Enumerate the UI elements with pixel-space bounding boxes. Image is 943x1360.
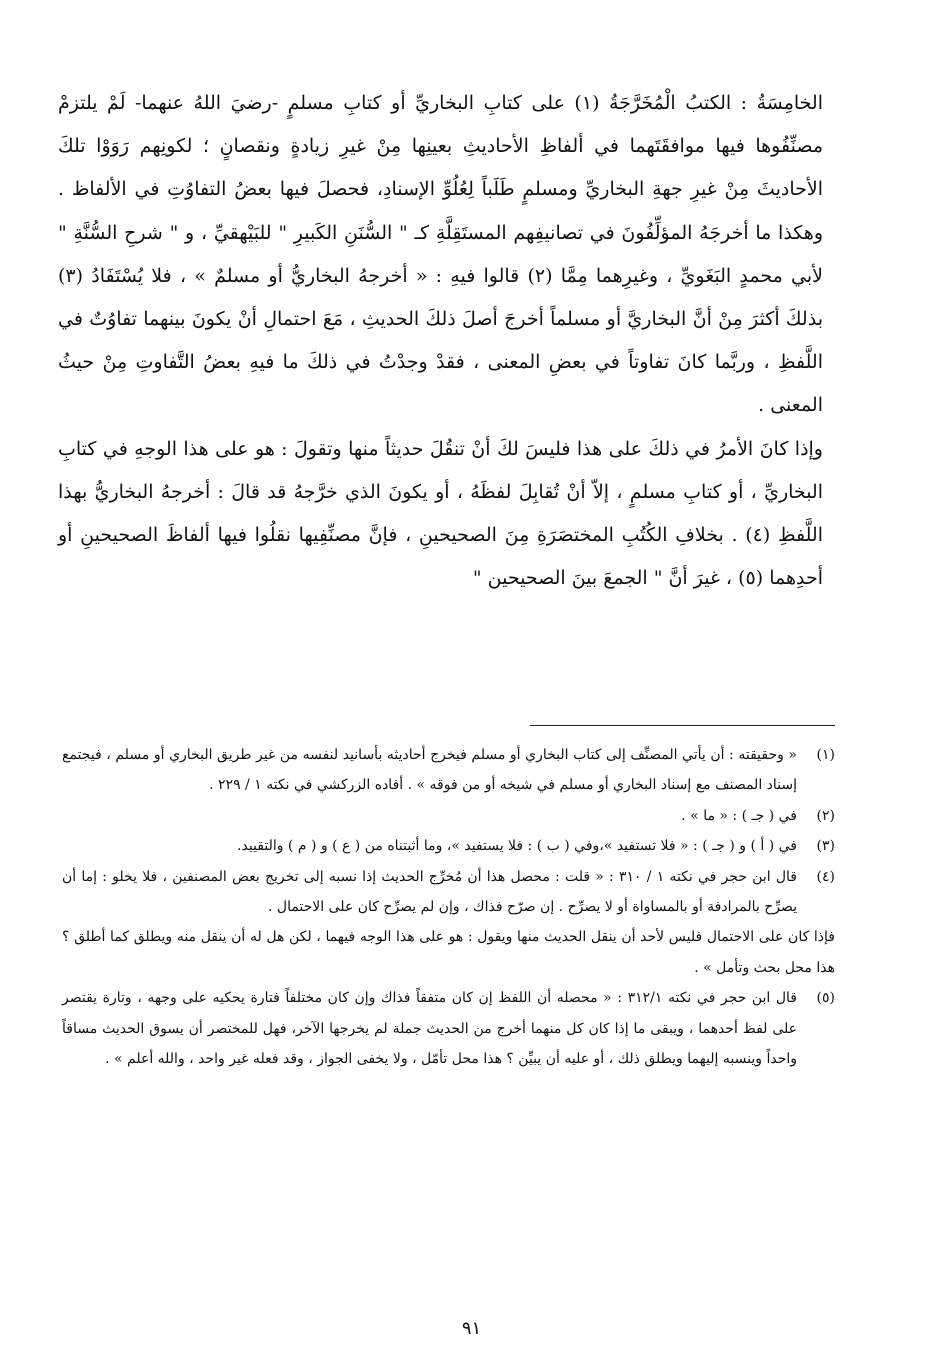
main-text-block	[58, 82, 823, 600]
footnote-number: (٢)	[816, 807, 835, 824]
footnote-text: قال ابن حجر في نكته ٣١٢/١ : « محصله أن اللفظ إن كان متفقاً فذاك وإن كان مختلفاً فتارة يحكيه على وجهه ، وتارة يقتصر على لفظ أحدهما ، ويبقى ما إذا كان كل منهما أخرج من الحديث جملة لم يخرجها الآخر، فهل للمختصر أن يسوق الحديث مساقاً واحداً وينسبه إليهما ويطلق ذلك ، أو عليه أن يبيِّن ؟ هذا محل تأمّل ، ولا يخفى الجواز ، وقد فعله غير واحد ، والله أعلم » .	[62, 990, 797, 1068]
main-paragraph-2: وإذا كانَ الأمرُ في ذلكَ على هذا فليسَ لكَ أنْ تنقُلَ حديثاً منها وتقولَ : هو على هذا الوجهِ في كتابِ البخاريِّ ، أو كتابِ مسلمٍ ، إلاّ أنْ تُقابِلَ لفظَهُ ، أو يكونَ الذي خرَّجهُ قد قالَ : أخرجهُ البخاريُّ بهذا اللَّفظِ (٤) . بخلافِ الكُتُبِ المختصَرَةِ مِنَ الصحيحينِ ، فإنَّ مصنِّفِيها نقلُوا فيها ألفاظَ الصحيحينِ أو أحدِهما (٥) ، غيرَ أنَّ " الجمعَ بينَ الصحيحين "	[58, 437, 823, 590]
footnote-3	[62, 831, 835, 861]
page-number: ٩١	[461, 1318, 482, 1339]
footnote-text: قال ابن حجر في نكته ١ / ٣١٠ : « قلت : محصل هذا أن مُخرِّج الحديث إذا نسبه إلى تخريج بعض المصنفين ، فلا يخلو : إما أن يصرِّح بالمرادفة أو بالمساواة أو لا يصرِّح . إن صرّح فذاك ، وإن لم يصرِّح كان على الاحتمال .	[62, 868, 797, 916]
footnote-number: (٤)	[816, 868, 835, 885]
footnote-number: (٣)	[816, 838, 835, 855]
footnote-4	[62, 862, 835, 923]
footnote-text: في ( أ ) و ( جـ ) : « فلا تستفيد »،وفي ( ب ) : فلا يستفيد »، وما أثبتناه من ( ع ) و ( م ) والتقييد.	[237, 838, 797, 855]
footnote-2	[62, 801, 835, 831]
footnote-text: في ( جـ ) : « ما » .	[681, 807, 797, 824]
footnote-number: (٥)	[816, 990, 835, 1007]
main-paragraph-1: الخامِسَةُ : الكتبُ الْمُخَرَّجَةُ (١) على كتابِ البخاريِّ أو كتابِ مسلمٍ -رضيَ اللهُ عنهما- لَمْ يلتزمْ مصنِّفُوها فيها موافقَتَهما في ألفاظِ الأحاديثِ بعينِها مِنْ غيرِ زيادةٍ ونقصانٍ ؛ لكونِهم رَوَوْا تلكَ الأحاديثَ مِنْ غيرِ جهةِ البخاريِّ ومسلمٍ طَلَباً لِعُلُوِّ الإسنادِ، فحصلَ فيها بعضُ التفاوُتِ في الألفاظ . وهكذا ما أخرجَهُ المؤلِّفُونَ في تصانيفِهم المستَقِلَّةِ كـ " السُّنَنِ الكَبيرِ " للبَيْهقيِّ ، و " شرحِ السُّنَّةِ " لأبي محمدٍ البَغَويِّ ، وغيرِهما مِمَّا (٢) قالوا فيهِ : « أخرجهُ البخاريُّ أو مسلمٌ » ، فلا يُسْتَفَادُ (٣) بذلكَ أكثرَ مِنْ أنَّ البخاريَّ أو مسلماً أخرجَ أصلَ ذلكَ الحديثِ ، مَعَ احتمالِ أنْ يكونَ بينهما تفاوُتٌ في اللَّفظِ ، وربَّما كانَ تفاوتاً في بعضِ المعنى ، فقدْ وجدْتُ في ذلكَ ما فيهِ بعضُ التَّفاوتِ مِنْ حيثُ المعنى .	[58, 92, 823, 417]
footnote-1	[62, 740, 835, 801]
footnote-number: (١)	[816, 747, 835, 763]
footnote-4-continuation: فإذا كان على الاحتمال فليس لأحد أن ينقل الحديث منها ويقول : هو على هذا الوجه فيهما ، لكن هل له أن ينقل منه ويطلق كما أطلق ؟ هذا محل بحث وتأمل » .	[62, 929, 835, 976]
footnote-text: « وحقيقته : أن يأتي المصنِّف إلى كتاب البخاري أو مسلم فيخرج أحاديثه بأسانيد لنفسه من غير طريق البخاري أو مسلم ، فيجتمع إسناد المصنف مع إسناد البخاري أو مسلم في شيخه أو من فوقه » . أفاده الزركشي في نكته ١ / ٢٢٩ .	[62, 747, 797, 794]
footnote-5	[62, 983, 835, 1074]
footnotes-block	[62, 740, 835, 1074]
footnote-divider	[530, 725, 835, 726]
